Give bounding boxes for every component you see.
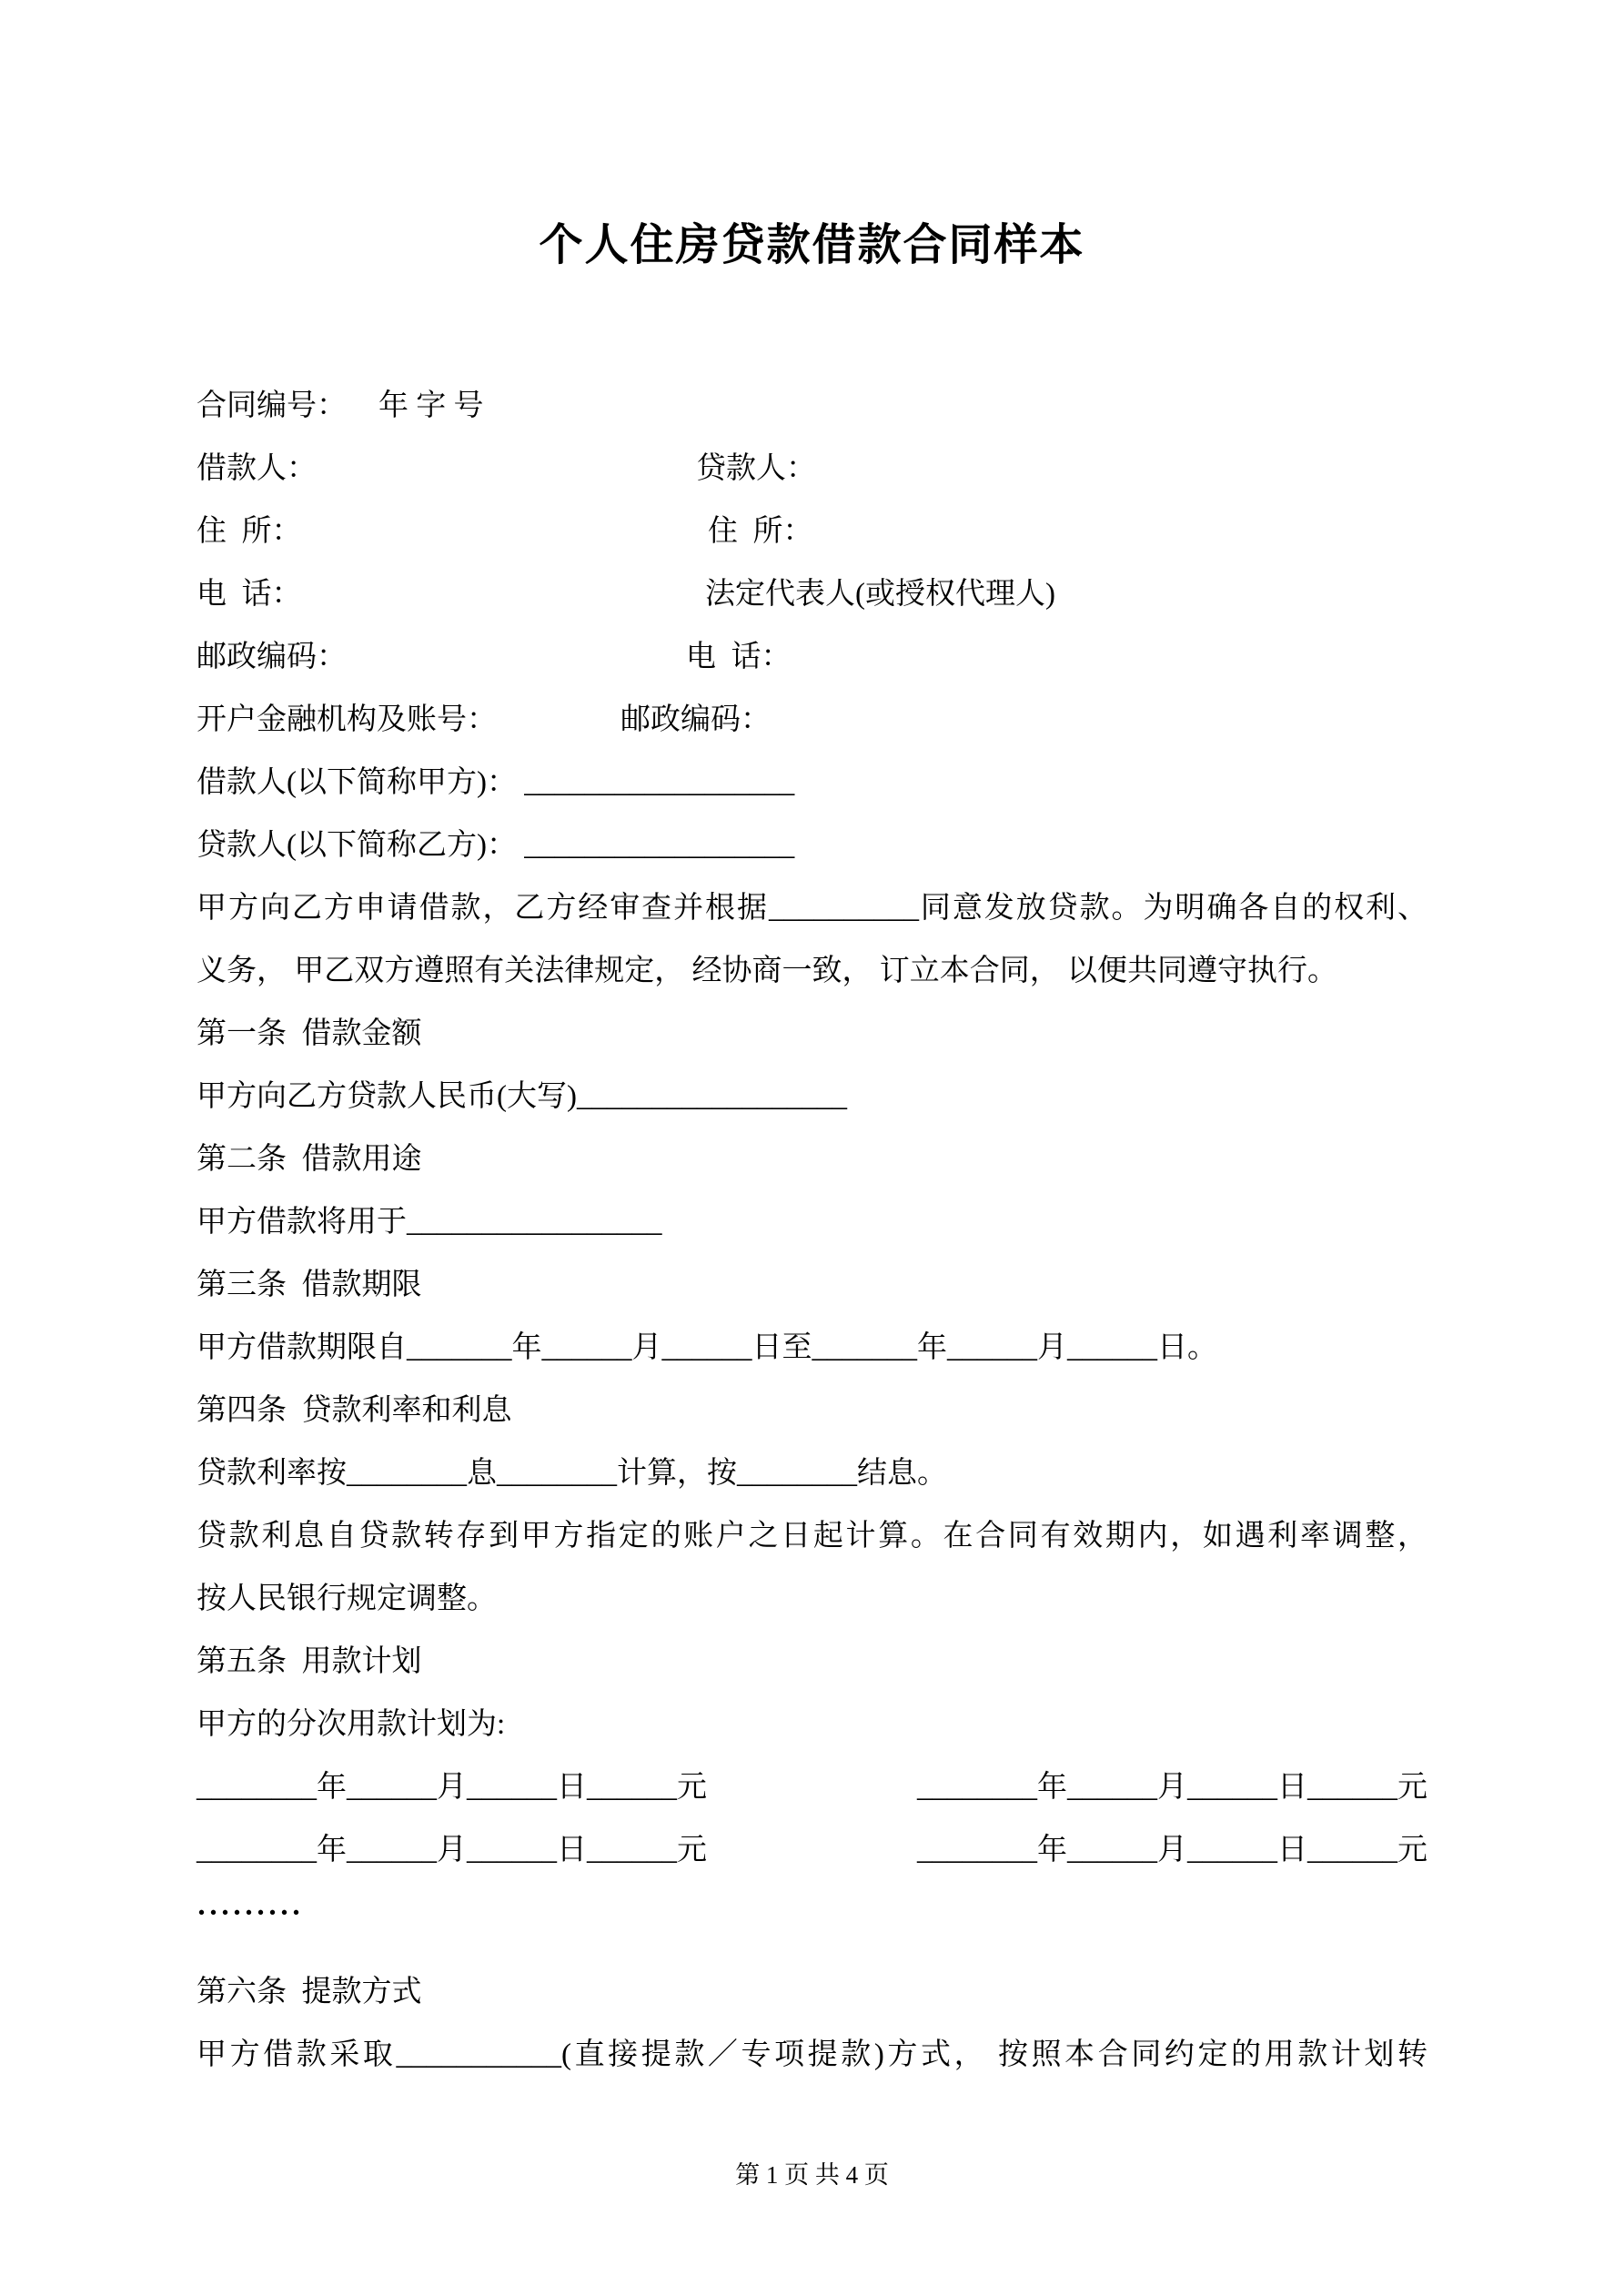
document-body: [197, 375, 1427, 2087]
article2-heading: 第二条 借款用途: [197, 1143, 422, 1176]
party-b-line: 贷款人(以下简称乙方)： __________________: [197, 829, 795, 862]
borrower-phone-label: 电 话：: [197, 578, 302, 611]
lender-address-label: 住 所：: [708, 515, 813, 548]
article1-heading: 第一条 借款金额: [197, 1017, 422, 1050]
intro-paragraph-line1: 甲方向乙方申请借款，乙方经审查并根据__________同意发放贷款。为明确各自的权利、: [197, 892, 1427, 925]
article2-text: 甲方借款将用于_________________: [197, 1206, 662, 1239]
address-row: [197, 501, 1427, 563]
article1-text: 甲方向乙方贷款人民币(大写)__________________: [197, 1080, 847, 1113]
contract-number-value: 年 字 号: [378, 389, 484, 422]
postal-code-row: [197, 626, 1427, 689]
lender-postal-label: 邮政编码：: [620, 703, 771, 736]
payment-plan-row-2: [197, 1819, 1427, 1882]
page-number-footer: 第 1 页 共 4 页: [735, 2161, 889, 2189]
borrower-postal-label: 邮政编码：: [197, 641, 347, 673]
parties-row: [197, 438, 1427, 501]
article5-text: 甲方的分次用款计划为:: [197, 1708, 506, 1741]
bank-account-label: 开户金融机构及账号：: [197, 703, 497, 736]
phone-row: [197, 563, 1427, 626]
contract-number-label: 合同编号：: [197, 389, 347, 422]
page-title: 个人住房贷款借款合同样本: [539, 221, 1085, 269]
article3-heading: 第三条 借款期限: [197, 1269, 422, 1301]
payment-plan-row-1: [197, 1756, 1427, 1819]
payment-plan-cell: ________年______月______日______元: [197, 1771, 707, 1804]
borrower-label: 借款人：: [197, 452, 317, 485]
legal-representative-label: 法定代表人(或授权代理人): [705, 578, 1055, 611]
bank-account-row: [197, 689, 1427, 752]
payment-plan-cell: ________年______月______日______元: [197, 1834, 707, 1866]
article4-text-interest-line1: 贷款利息自贷款转存到甲方指定的账户之日起计算。在合同有效期内，如遇利率调整，: [197, 1520, 1427, 1553]
article6-text: 甲方借款采取___________(直接提款／专项提款)方式， 按照本合同约定的用款计划转: [197, 2038, 1427, 2071]
article4-text-interest-line2: 按人民银行规定调整。: [197, 1583, 497, 1615]
article5-heading: 第五条 用款计划: [197, 1645, 422, 1678]
payment-plan-cell: ________年______月______日______元: [917, 1771, 1427, 1804]
article3-text: 甲方借款期限自_______年______月______日至_______年______月______日。: [197, 1331, 1217, 1364]
ellipsis-line: ·········: [197, 1896, 304, 1929]
payment-plan-cell: ________年______月______日______元: [917, 1834, 1427, 1866]
lender-label: 贷款人：: [696, 452, 816, 485]
intro-paragraph-line2: 义务， 甲乙双方遵照有关法律规定， 经协商一致， 订立本合同， 以便共同遵守执行。: [197, 955, 1337, 987]
contract-number-line: [197, 375, 1427, 438]
article4-text-rate: 贷款利率按________息________计算，按________结息。: [197, 1457, 947, 1490]
article4-heading: 第四条 贷款利率和利息: [197, 1394, 512, 1427]
article6-heading: 第六条 提款方式: [197, 1976, 422, 2008]
lender-phone-label: 电 话：: [686, 641, 792, 673]
party-a-line: 借款人(以下简称甲方)： __________________: [197, 766, 795, 799]
borrower-address-label: 住 所：: [197, 515, 302, 548]
